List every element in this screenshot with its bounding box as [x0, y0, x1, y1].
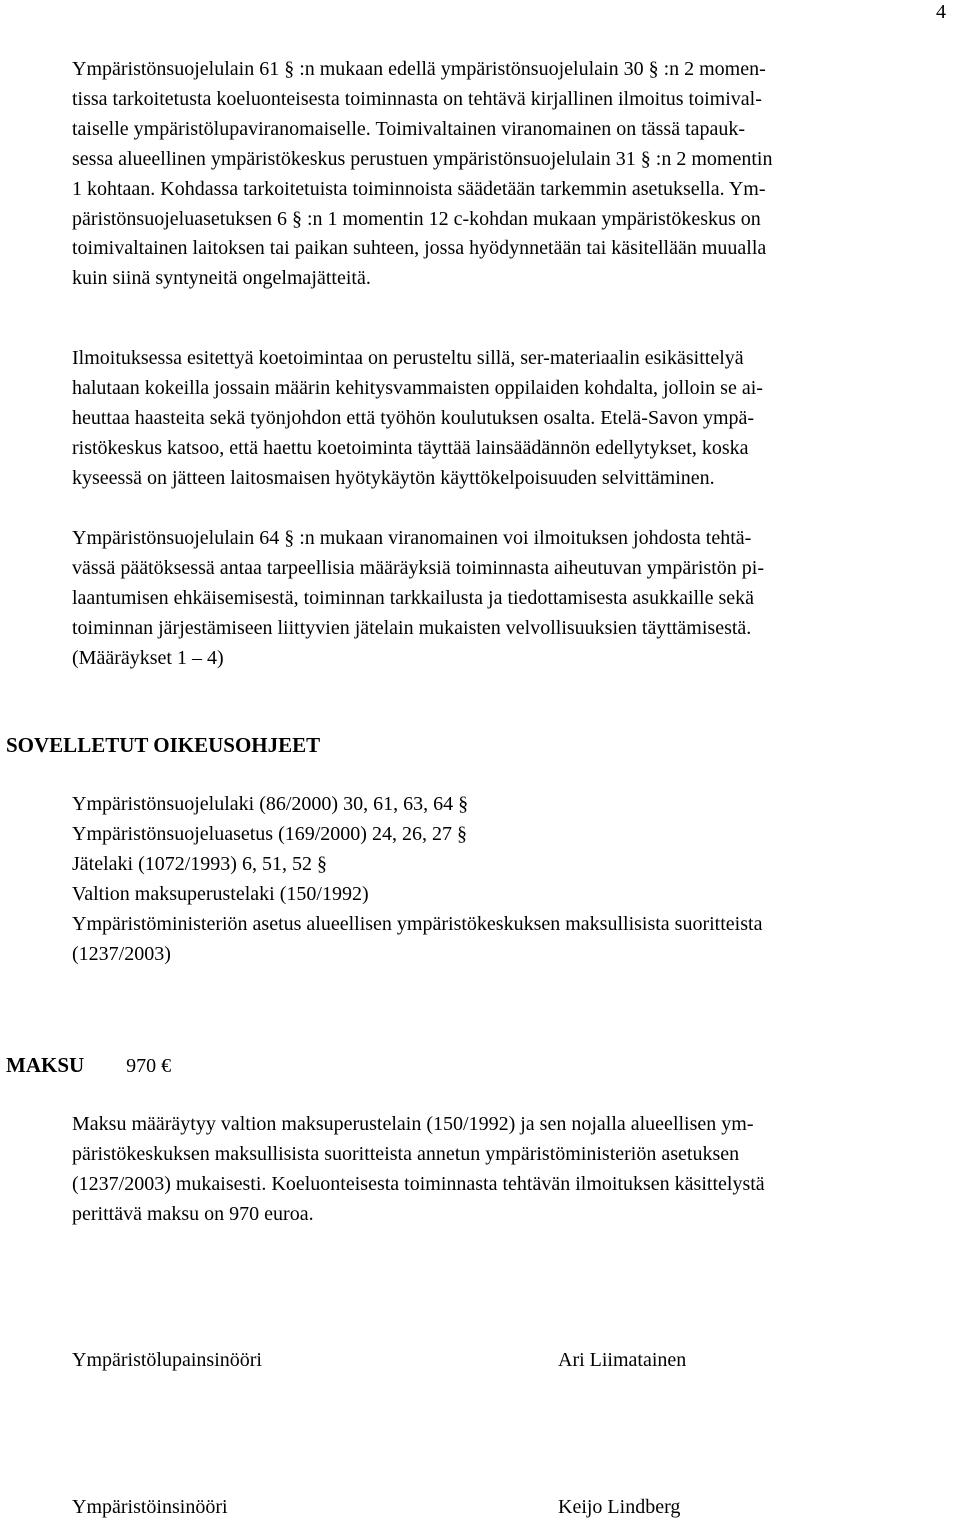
text-line: toiminnan järjestämiseen liittyvien jätelain mukaisten velvollisuuksien täyttämisestä. [72, 616, 752, 639]
fee-header [6, 1053, 171, 1078]
fee-amount: 970 € [126, 1055, 172, 1077]
list-item: Valtion maksuperustelaki (150/1992) [72, 882, 369, 905]
text-line: ristökeskus katsoo, että haettu koetoiminta täyttää lainsäädännön edellytykset, koska [72, 436, 749, 459]
signature-name-2: Keijo Lindberg [558, 1496, 681, 1518]
list-item: Ympäristöministeriön asetus alueellisen ympäristökeskuksen maksullisista suoritteista [72, 912, 763, 935]
text-line: (1237/2003) mukaisesti. Koeluonteisesta toiminnasta tehtävän ilmoituksen käsittelystä [72, 1172, 765, 1195]
text-line: perittävä maksu on 970 euroa. [72, 1202, 314, 1225]
text-line: kyseessä on jätteen laitosmaisen hyötykäytön käyttökelpoisuuden selvittäminen. [72, 466, 715, 489]
paragraph-perustelut [72, 344, 957, 494]
list-item: (1237/2003) [72, 942, 171, 965]
section-heading-applied-law: SOVELLETUT OIKEUSOHJEET [6, 733, 321, 757]
text-line: (Määräykset 1 – 4) [72, 646, 224, 669]
list-item: Ympäristönsuojeluasetus (169/2000) 24, 26, 27 § [72, 822, 467, 845]
list-item: Jätelaki (1072/1993) 6, 51, 52 § [72, 852, 327, 875]
text-line: Ympäristönsuojelulain 61 § :n mukaan edellä ympäristönsuojelulain 30 § :n 2 momen- [72, 58, 766, 80]
text-line: päristökeskuksen maksullisista suoritteista annetun ympäristöministeriön asetuksen [72, 1142, 740, 1165]
paragraph-fee [72, 1110, 957, 1230]
text-line: Maksu määräytyy valtion maksuperustelain (150/1992) ja sen nojalla alueellisen ym- [72, 1113, 754, 1135]
text-line: taiselle ympäristölupaviranomaiselle. Toimivaltainen viranomainen on tässä tapauk- [72, 117, 746, 140]
signature-title-1: Ympäristölupainsinööri [72, 1349, 262, 1371]
text-line: Ympäristönsuojelulain 64 § :n mukaan viranomainen voi ilmoituksen johdosta tehtä- [72, 527, 752, 549]
paragraph-koetoiminta-ilmoitus [72, 55, 957, 294]
signature-title-2: Ympäristöinsinööri [72, 1496, 228, 1518]
section-heading-fee: MAKSU [6, 1053, 85, 1077]
text-line: tissa tarkoitetusta koeluonteisesta toiminnasta on tehtävä kirjallinen ilmoitus toimival- [72, 87, 762, 110]
text-line: 1 kohtaan. Kohdassa tarkoitetuista toiminnoista säädetään tarkemmin asetuksella. Ym- [72, 177, 766, 200]
text-line: vässä päätöksessä antaa tarpeellisia määräyksiä toiminnasta aiheutuvan ympäristön pi- [72, 556, 764, 579]
applied-law-list [72, 790, 762, 969]
paragraph-maaraykset [72, 524, 957, 674]
page-number: 4 [936, 1, 946, 23]
list-item: Ympäristönsuojelulaki (86/2000) 30, 61, 63, 64 § [72, 793, 469, 815]
text-line: Ilmoituksessa esitettyä koetoimintaa on perusteltu sillä, ser-materiaalin esikäsittelyä [72, 347, 744, 369]
text-line: päristönsuojeluasetuksen 6 § :n 1 momentin 12 c-kohdan mukaan ympäristökeskus on [72, 207, 761, 230]
text-line: kuin siinä syntyneitä ongelmajätteitä. [72, 267, 371, 290]
text-line: sessa alueellinen ympäristökeskus perustuen ympäristönsuojelulain 31 § :n 2 momentin [72, 147, 773, 170]
text-line: toimivaltainen laitoksen tai paikan suhteen, jossa hyödynnetään tai käsitellään muualla [72, 237, 767, 260]
text-line: halutaan kokeilla jossain määrin kehitysvammaisten oppilaiden kohdalta, jolloin se ai- [72, 376, 763, 399]
text-line: heuttaa haasteita sekä työnjohdon että työhön koulutuksen osalta. Etelä-Savon ympä- [72, 406, 755, 429]
signature-name-1: Ari Liimatainen [558, 1349, 687, 1371]
text-line: laantumisen ehkäisemisestä, toiminnan tarkkailusta ja tiedottamisesta asukkaille sekä [72, 586, 755, 609]
